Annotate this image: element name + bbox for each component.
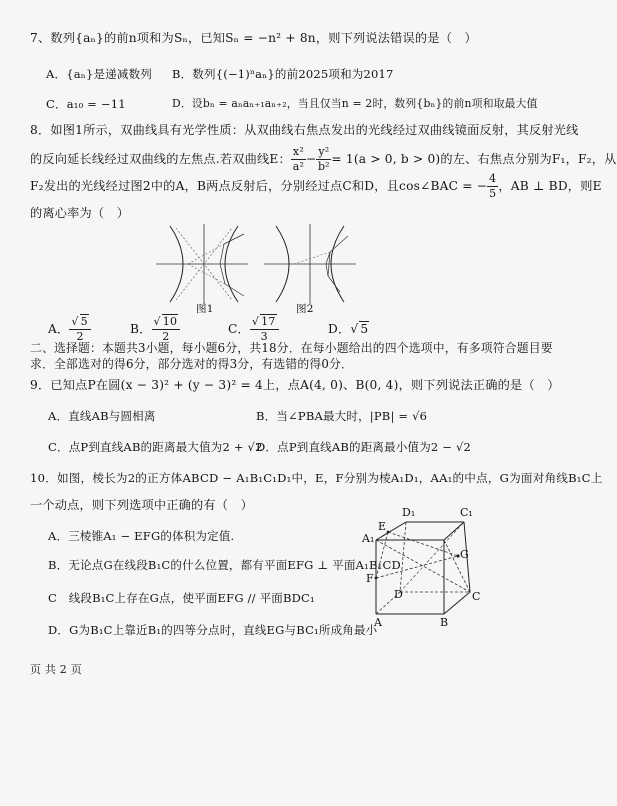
- figure-2-caption: 图2: [296, 303, 314, 315]
- cube-label-d: D: [394, 588, 403, 601]
- cube-label-d1: D₁: [402, 506, 416, 519]
- q10-option-d: D．G为B₁C上靠近B₁的四等分点时，直线EG与BC₁所成角最小: [48, 623, 378, 637]
- cube-label-e: E: [378, 520, 387, 533]
- q8-line2-text: 的反向延长线经过双曲线的左焦点.若双曲线E：: [30, 152, 291, 166]
- four-fifths: $\frac{4}{5}$: [489, 172, 497, 200]
- section2-line2: 求．全部选对的得6分，部分选对的得3分，有选错的得0分．: [30, 357, 354, 371]
- q9-option-a: A．直线AB与圆相离: [48, 409, 156, 423]
- q9-option-c: C．点P到直线AB的距离最大值为2 + √2: [48, 440, 263, 454]
- q9-stem: 9．已知点P在圆(x − 3)² + (y − 3)² = 4上，点A(4, 0)、B(0, 4)，则下列说法正确的是（ ）: [30, 378, 560, 392]
- cube-figure: [360, 506, 510, 632]
- figure-1-caption: 图1: [196, 303, 214, 315]
- q7-stem: 7、数列{aₙ}的前n项和为Sₙ，已知Sₙ = −n² + 8n，则下列说法错误的是（ ）: [30, 31, 477, 45]
- q10-line2: 一个动点，则下列选项中正确的有（ ）: [30, 498, 253, 512]
- q8-option-a: A． $\frac{√ 5}{2}$: [48, 314, 91, 344]
- x2-over-a2: $\frac{\text{x²}}{\text{a²}}$: [292, 145, 305, 173]
- q8-line2: 的反向延长线经过双曲线的左焦点.若双曲线E： $\frac{\text{x²}}{\text{a²}}$ − $\frac{\text{y²}}{\text{b²}}$ = 1(a > 0, b > 0)的左、右焦点分别为F₁，F₂，从: [30, 145, 617, 173]
- cube-label-a1: A₁: [362, 532, 375, 545]
- cube-label-c1: C₁: [460, 506, 473, 519]
- y2-over-b2: $\frac{\text{y²}}{\text{b²}}$: [317, 145, 330, 173]
- q10-option-c: C 线段B₁C上存在G点，使平面EFG // 平面BDC₁: [48, 591, 315, 605]
- q8-option-c: C． $\frac{√ 17}{3}$: [228, 314, 279, 344]
- q7-option-d: D．设bₙ = aₙaₙ₊₁aₙ₊₂，当且仅当n = 2时，数列{bₙ}的前n项和取最大值: [172, 97, 538, 110]
- q8-line1: 8．如图1所示，双曲线具有光学性质：从双曲线右焦点发出的光线经过双曲线镜面反射，其反射光线: [30, 123, 579, 137]
- q8-option-b: B． $\frac{√ 10}{2}$: [130, 314, 180, 344]
- q8-option-d: D．√ 5: [328, 322, 369, 336]
- q9-option-b: B．当∠PBA最大时，|PB| = √6: [256, 409, 428, 423]
- cube-label-b: B: [440, 616, 449, 629]
- cube-label-f: F: [366, 572, 374, 585]
- q9-option-d: D．点P到直线AB的距离最小值为2 − √2: [256, 440, 472, 454]
- q7-option-b: B．数列{(−1)ⁿaₙ}的前2025项和为2017: [172, 67, 394, 81]
- cube-label-c: C: [472, 590, 481, 603]
- hyperbola-figure-2: [260, 222, 360, 306]
- page-footer: 页 共 2 页: [30, 663, 82, 676]
- q8-line4: 的离心率为（ ）: [30, 206, 130, 220]
- cube-label-g: G: [460, 548, 469, 561]
- hyperbola-figure-1: [152, 222, 252, 306]
- section2-line1: 二、选择题：本题共3小题，每小题6分，共18分．在每小题给出的四个选项中，有多项符合题目要: [30, 341, 553, 355]
- cube-label-a: A: [374, 616, 382, 629]
- q10-option-a: A．三棱锥A₁ − EFG的体积为定值.: [48, 529, 235, 543]
- q10-option-b: B．无论点G在线段B₁C的什么位置，都有平面EFG ⊥ 平面A₁B₁CD: [48, 558, 401, 572]
- q7-option-a: A．{aₙ}是递减数列: [46, 67, 152, 81]
- q10-line1: 10．如图，棱长为2的正方体ABCD − A₁B₁C₁D₁中，E，F分别为棱A₁D₁，AA₁的中点，G为面对角线B₁C上: [30, 471, 603, 485]
- q8-line3: F₂发出的光线经过图2中的A，B两点反射后，分别经过点C和D，且cos∠BAC = − $\frac{4}{5}$ ，AB ⊥ BD，则E: [30, 172, 602, 200]
- q7-option-c: C．a₁₀ = −11: [46, 97, 126, 111]
